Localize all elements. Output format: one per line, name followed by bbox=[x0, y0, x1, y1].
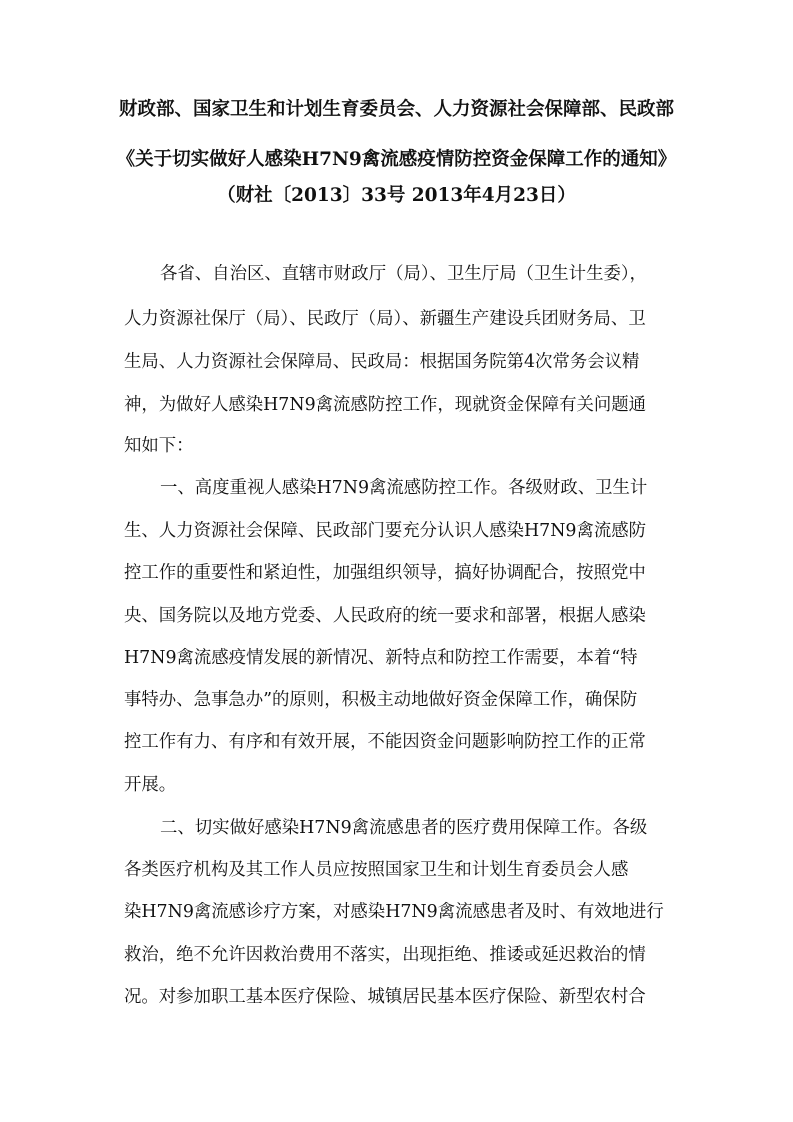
body-line: 生局、人力资源社会保障局、民政局：根据国务院第4次常务会议精 bbox=[124, 352, 640, 372]
body-line: 救治，绝不允许因救治费用不落实，出现拒绝、推诿或延迟救治的情 bbox=[124, 945, 646, 965]
body-line: H7N9禽流感疫情发展的新情况、新特点和防控工作需要，本着“特 bbox=[124, 648, 638, 668]
body-line: 控工作有力、有序和有效开展，不能因资金问题影响防控工作的正常 bbox=[124, 732, 646, 752]
body-line: 各类医疗机构及其工作人员应按照国家卫生和计划生育委员会人感 bbox=[124, 860, 629, 880]
body-line: 各省、自治区、直辖市财政厅（局）、卫生厅局（卫生计生委）， bbox=[160, 264, 647, 284]
body-line: 开展。 bbox=[124, 775, 177, 795]
header-issuers: 财政部、国家卫生和计划生育委员会、人力资源社会保障部、民政部 bbox=[118, 99, 674, 120]
body-line: 控工作的重要性和紧迫性，加强组织领导，搞好协调配合，按照党中 bbox=[124, 563, 646, 583]
body-line: 知如下： bbox=[124, 436, 194, 456]
header-doc-number-date: （财社〔2013〕33号 2013年4月23日） bbox=[217, 185, 576, 206]
body-line: 神，为做好人感染H7N9禽流感防控工作，现就资金保障有关问题通 bbox=[124, 395, 647, 415]
body-line: 一、高度重视人感染H7N9禽流感防控工作。各级财政、卫生计 bbox=[160, 478, 648, 498]
body-line: 央、国务院以及地方党委、人民政府的统一要求和部署，根据人感染 bbox=[124, 606, 646, 626]
body-line: 况。对参加职工基本医疗保险、城镇居民基本医疗保险、新型农村合 bbox=[124, 987, 646, 1007]
body-line: 二、切实做好感染H7N9禽流感患者的医疗费用保障工作。各级 bbox=[160, 818, 648, 838]
body-line: 人力资源社保厅（局）、民政厅（局）、新疆生产建设兵团财务局、卫 bbox=[124, 309, 646, 329]
body-line: 事特办、急事急办”的原则，积极主动地做好资金保障工作，确保防 bbox=[124, 690, 638, 710]
body-line: 染H7N9禽流感诊疗方案，对感染H7N9禽流感患者及时、有效地进行 bbox=[124, 902, 664, 922]
header-title: 《关于切实做好人感染H7N9禽流感疫情防控资金保障工作的通知》 bbox=[116, 149, 677, 170]
body-line: 生、人力资源社会保障、民政部门要充分认识人感染H7N9禽流感防 bbox=[124, 521, 647, 541]
